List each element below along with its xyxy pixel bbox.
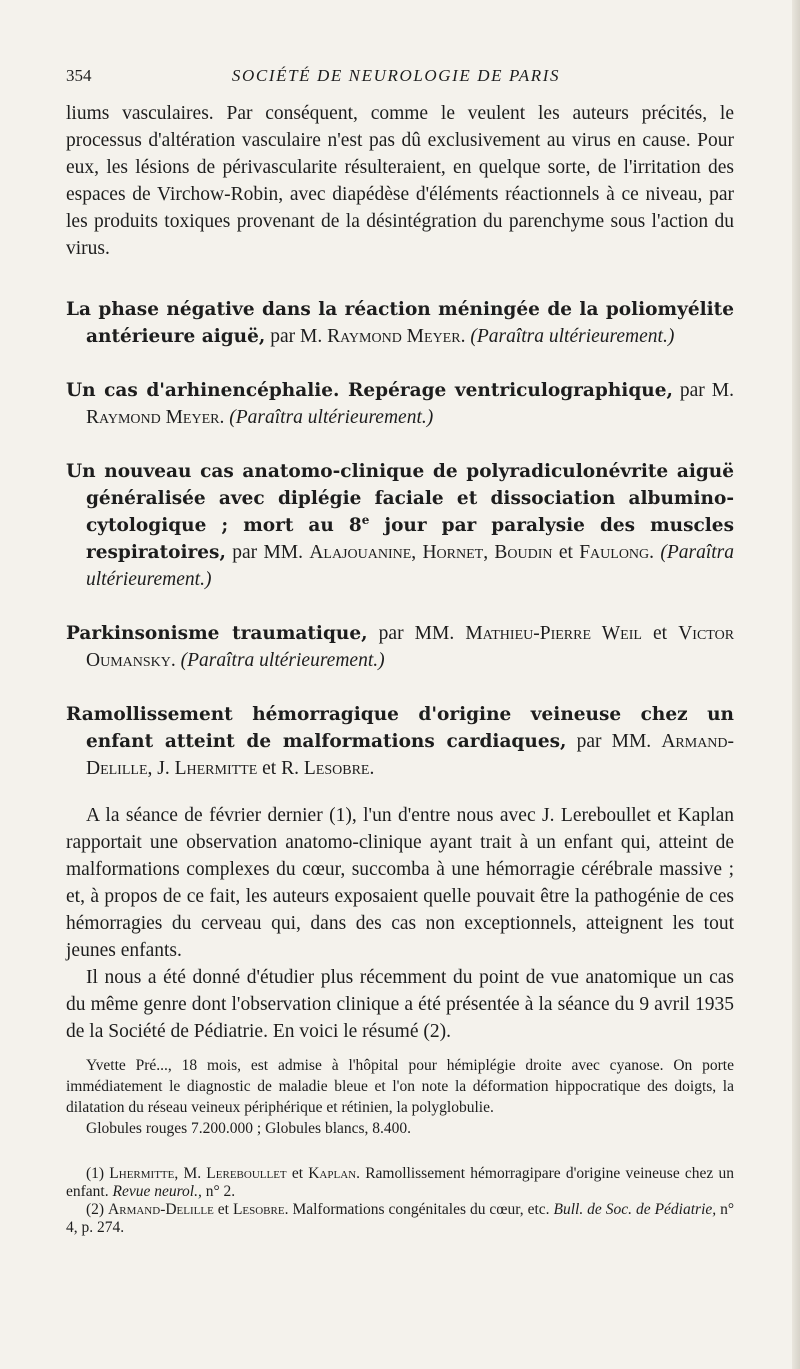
entry-authors: Mathieu-Pierre Weil (465, 623, 642, 644)
entry-authors: Alajouanine, Hornet, Boudin (309, 542, 553, 563)
entry-authors: Raymond Meyer. (327, 326, 466, 347)
observation-paragraph: Yvette Pré..., 18 mois, est admise à l'hôpital pour hémiplégie droite avec cyanose. On porte immédiatement le diagnostic de maladie bleue et l'on note la déformation hippocratique des doigts, la dilatation du réseau veineux périphérique et rétinien, la polyglobulie. (66, 1057, 734, 1116)
page-number: 354 (66, 66, 92, 85)
footnote-2: (2) Armand-Delille et Lesobre. Malformations congénitales du cœur, etc. Bull. de Soc. de Pédiatrie, n° 4, p. 274. (66, 1201, 735, 1236)
entry-authors: Armand-Delille, J. Lhermitte (86, 731, 735, 779)
communication-entry-meningee: La phase négative dans la réaction méningée de la poliomyélite antérieure aiguë, par M. Raymond Meyer. (Paraîtra ultérieurement.) (66, 299, 734, 347)
communication-entry-parkinsonisme: Parkinsonisme traumatique, par MM. Mathieu-Pierre Weil et Victor Oumansky. (Paraîtra ultérieurement.) (66, 623, 735, 671)
page-edge-shadow (792, 0, 800, 1369)
entry-note: (Paraîtra ultérieurement.) (229, 407, 434, 428)
entry-title: Un cas d'arhinencéphalie. Repérage ventriculographique, (66, 380, 673, 401)
entry-note: (Paraîtra ultérieurement.) (470, 326, 675, 347)
communication-entry-polyradiculonevrite: Un nouveau cas anatomo-clinique de polyradiculonévrite aiguë généralisée avec diplégie faciale et dissociation albumino-cytologique ; mort au 8e jour par paralysie des muscles respiratoires, par MM. Alajouanine, Hornet, Boudin et Faulong. (Paraîtra ultérieurement.) (66, 461, 735, 590)
entry-authors: Raymond Meyer. (86, 407, 225, 428)
entry-title: Parkinsonisme traumatique, (66, 623, 368, 644)
communication-entry-arhinencephalie: Un cas d'arhinencéphalie. Repérage ventriculographique, par M. Raymond Meyer. (Paraîtra ultérieurement.) (66, 380, 734, 428)
entry-note: (Paraîtra ultérieurement.) (180, 650, 385, 671)
communication-entry-ramollissement: Ramollissement hémorragique d'origine veineuse chez un enfant atteint de malformations cardiaques, par MM. Armand-Delille, J. Lhermitte et R. Lesobre. (66, 704, 735, 779)
entry-title: La phase négative dans la réaction méningée de la poliomyélite antérieure aiguë, (66, 299, 734, 347)
footnote-1: (1) Lhermitte, M. Lereboullet et Kaplan. Ramollissement hémorragipare d'origine veineuse chez un enfant. Revue neurol., n° 2. (66, 1165, 734, 1200)
page-body (66, 100, 734, 1237)
page-header (66, 66, 726, 90)
continued-paragraph: liums vasculaires. Par conséquent, comme le veulent les auteurs précités, le processus d'altération vasculaire n'est pas dû exclusivement au virus en cause. Pour eux, les lésions de périvascularite résulteraient, en quelque sorte, de l'irritation des espaces de Virchow-Robin, avec diapédèse d'éléments réactionnels à ce niveau, par les produits toxiques provenant de la désintégration du parenchyme sous l'action du virus. (66, 103, 734, 259)
footnotes (66, 1165, 734, 1237)
body-paragraph: Il nous a été donné d'étudier plus récemment du point de vue anatomique un cas du même genre dont l'observation clinique a été présentée à la séance du 9 avril 1935 de la Société de Pédiatrie. En voici le résumé (2). (66, 967, 734, 1042)
body-paragraph: A la séance de février dernier (1), l'un d'entre nous avec J. Lereboullet et Kaplan rapportait une observation anatomo-clinique ayant trait à un enfant qui, atteint de malformations complexes du cœur, succomba à une hémorragie cérébrale massive ; et, à propos de ce fait, les auteurs exposaient quelle pouvait être la pathogénie de ces hémorragies du cerveau qui, dans des cas non exceptionnels, atteignent les tout jeunes enfants. (66, 805, 734, 961)
entry-title: Un nouveau cas anatomo-clinique de polyradiculonévrite aiguë généralisée avec diplégie faciale et dissociation albumino-cytologique ; mort au 8e jour par paralysie des muscles respiratoires, (66, 461, 734, 563)
observation-paragraph: Globules rouges 7.200.000 ; Globules blancs, 8.400. (86, 1120, 412, 1137)
running-title: SOCIÉTÉ DE NEUROLOGIE DE PARIS (231, 66, 561, 85)
entry-note: (Paraîtra ultérieurement.) (86, 542, 735, 590)
entry-title: Ramollissement hémorragique d'origine veineuse chez un enfant atteint de malformations cardiaques, (66, 704, 734, 752)
